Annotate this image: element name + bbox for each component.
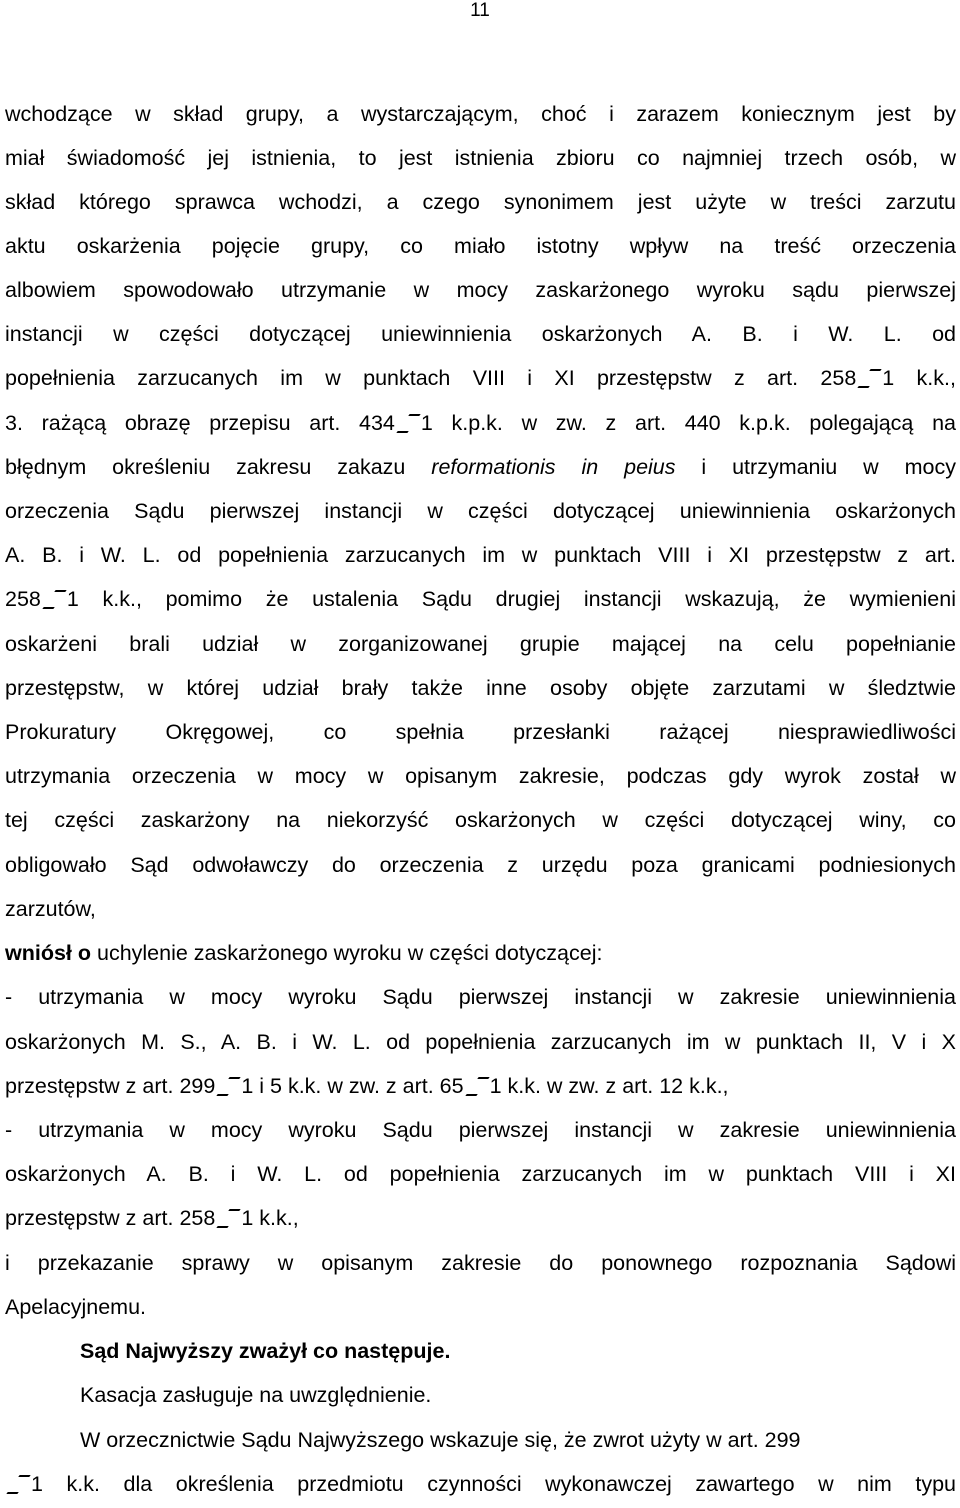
text-line: wchodzące w skład grupy, a wystarczającym, choć i zarazem koniecznym jest by	[5, 102, 956, 126]
text-line: przestępstw, w której udział brały także inne osoby objęte zarzutami w śledztwie	[5, 676, 956, 700]
section-sign-icon	[215, 1079, 241, 1093]
text-line: przestępstw z art. 299 1 i 5 k.k. w zw. z art. 65 1 k.k. w zw. z art. 12 k.k.,	[5, 1074, 729, 1098]
section-sign-icon	[41, 592, 67, 606]
text-line: tej części zaskarżony na niekorzyść oskarżonych w części dotyczącej winy, co	[5, 808, 956, 832]
latin-phrase: reformationis in peius	[431, 455, 676, 479]
text-line: 1 k.k. dla określenia przedmiotu czynności wykonawczej zawartego w nim typu	[5, 1471, 956, 1497]
text-line: skład którego sprawca wchodzi, a czego synonimem jest użyte w treści zarzutu	[5, 190, 956, 214]
text-line: instancji w części dotyczącej uniewinnienia oskarżonych A. B. i W. L. od	[5, 322, 956, 346]
text-line: 3. rażącą obrazę przepisu art. 434 1 k.p.k. w zw. z art. 440 k.p.k. polegającą na	[5, 411, 956, 435]
text-line: orzeczenia Sądu pierwszej instancji w części dotyczącej uniewinnienia oskarżonych	[5, 499, 956, 523]
text-line: albowiem spowodowało utrzymanie w mocy zaskarżonego wyroku sądu pierwszej	[5, 278, 956, 302]
text-line: błędnym określeniu zakresu zakazu reformationis in peius i utrzymaniu w mocy	[5, 455, 956, 479]
text-line: Kasacja zasługuje na uwzględnienie.	[80, 1383, 432, 1407]
page-number: 11	[470, 0, 490, 21]
text-line: Prokuratury Okręgowej, co spełnia przesłanki rażącej niesprawiedliwości	[5, 720, 956, 744]
text-line: oskarżonych A. B. i W. L. od popełnienia zarzucanych im w punktach VIII i XI	[5, 1162, 956, 1186]
text-line: utrzymania orzeczenia w mocy w opisanym zakresie, podczas gdy wyrok został w	[5, 764, 956, 788]
text-line: przestępstw z art. 258 1 k.k.,	[5, 1206, 299, 1230]
text-line: A. B. i W. L. od popełnienia zarzucanych im w punktach VIII i XI przestępstw z art.	[5, 543, 956, 567]
section-sign-icon	[215, 1211, 241, 1225]
section-sign-icon	[395, 416, 421, 430]
section-sign-icon	[464, 1079, 490, 1093]
section-sign-icon	[5, 1477, 31, 1491]
text-line: popełnienia zarzucanych im w punktach VIII i XI przestępstw z art. 258 1 k.k.,	[5, 366, 956, 390]
text-line: aktu oskarżenia pojęcie grupy, co miało istotny wpływ na treść orzeczenia	[5, 234, 956, 258]
text-line: wniósł o uchylenie zaskarżonego wyroku w części dotyczącej:	[5, 941, 603, 965]
text-line: 258 1 k.k., pomimo że ustalenia Sądu drugiej instancji wskazują, że wymienieni	[5, 587, 956, 611]
text-line: miał świadomość jej istnienia, to jest istnienia zbioru co najmniej trzech osób, w	[5, 146, 956, 170]
text-line: W orzecznictwie Sądu Najwyższego wskazuje się, że zwrot użyty w art. 299	[80, 1428, 801, 1452]
text-line: Apelacyjnemu.	[5, 1295, 147, 1319]
text-line: obligowało Sąd odwoławczy do orzeczenia z urzędu poza granicami podniesionych	[5, 853, 956, 877]
section-sign-icon	[856, 371, 882, 385]
text-line: i przekazanie sprawy w opisanym zakresie do ponownego rozpoznania Sądowi	[5, 1251, 956, 1275]
text-line: oskarżeni brali udział w zorganizowanej grupie mającej na celu popełnianie	[5, 632, 956, 656]
text-line: - utrzymania w mocy wyroku Sądu pierwszej instancji w zakresie uniewinnienia	[5, 1118, 956, 1142]
bold-phrase: wniósł o	[5, 941, 91, 965]
text-line: zarzutów,	[5, 897, 96, 921]
heading: Sąd Najwyższy zważył co następuje.	[80, 1339, 451, 1363]
text-line: - utrzymania w mocy wyroku Sądu pierwszej instancji w zakresie uniewinnienia	[5, 985, 956, 1009]
text-line: oskarżonych M. S., A. B. i W. L. od popełnienia zarzucanych im w punktach II, V i X	[5, 1030, 956, 1054]
